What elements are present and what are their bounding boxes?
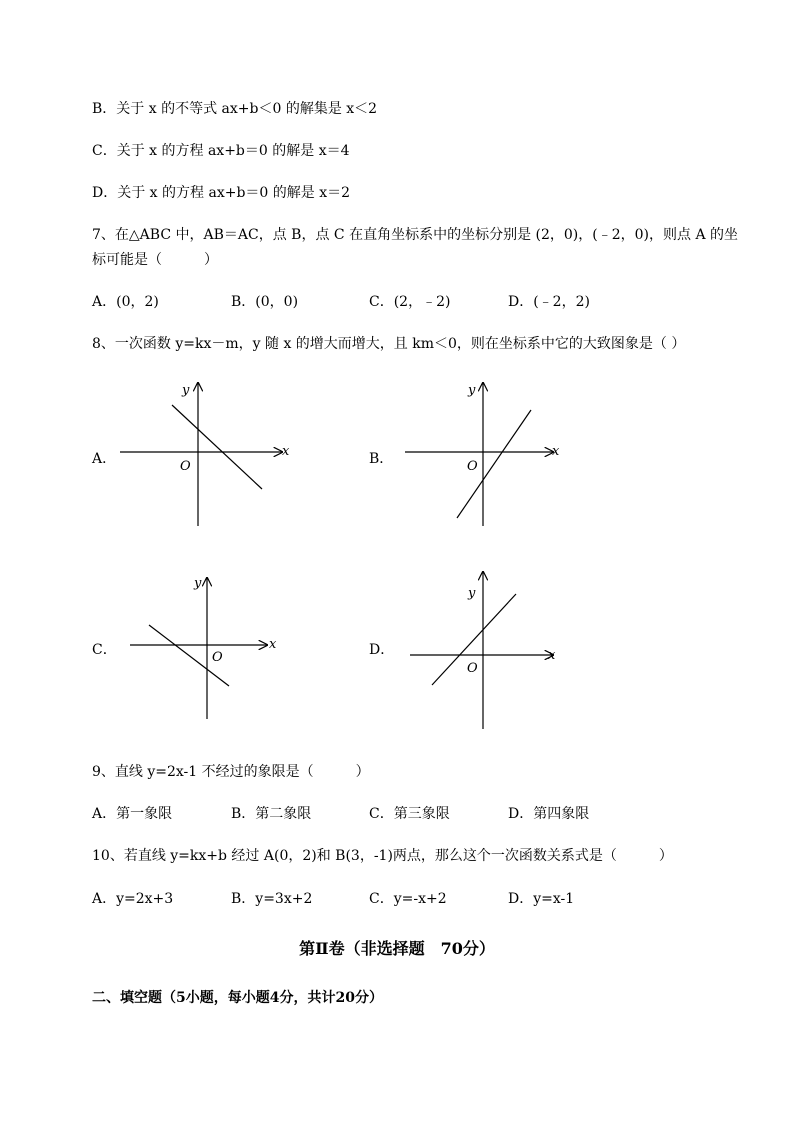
q9-option-c: C．第三象限 bbox=[369, 806, 450, 822]
q6-option-d: D．关于 x 的方程 ax+b＝0 的解是 x＝2 bbox=[92, 185, 351, 201]
q10-option-d: D．y=x-1 bbox=[508, 891, 575, 907]
q7-options bbox=[92, 292, 732, 312]
x-axis-label: x bbox=[282, 444, 290, 459]
q7-stem-line2: 标可能是（ ） bbox=[92, 252, 218, 268]
y-axis-label: y bbox=[182, 383, 190, 398]
q9-stem: 9、直线 y=2x-1 不经过的象限是（ ） bbox=[92, 764, 370, 780]
q8-graph-d-label: D． bbox=[369, 642, 395, 658]
q7-option-a: A．(0，2) bbox=[92, 294, 159, 310]
q10-option-c: C．y=-x+2 bbox=[369, 891, 447, 907]
origin-label: O bbox=[467, 661, 478, 676]
q10-stem: 10、若直线 y=kx+b 经过 A(0，2)和 B(3，-1)两点，那么这个一次函数关系式是（ ） bbox=[92, 848, 673, 864]
y-axis-label: y bbox=[468, 586, 476, 601]
q8-stem: 8、一次函数 y=kx－m，y 随 x 的增大而增大，且 km＜0，则在坐标系中它的大致图象是（ ） bbox=[92, 336, 686, 352]
q8-graph-b bbox=[395, 378, 585, 528]
q7-option-c: C．(2，﹣2) bbox=[369, 294, 451, 310]
q9-option-a: A．第一象限 bbox=[92, 806, 173, 822]
y-axis-label: y bbox=[468, 383, 476, 398]
x-axis-label: x bbox=[548, 648, 556, 663]
q8-graph-d bbox=[400, 567, 580, 732]
q8-graph-c-label: C． bbox=[92, 642, 117, 658]
q6-option-b: B．关于 x 的不等式 ax+b＜0 的解集是 x＜2 bbox=[92, 101, 378, 117]
q8-graph-a-label: A． bbox=[92, 451, 117, 467]
x-axis-label: x bbox=[269, 637, 277, 652]
q9-options bbox=[92, 804, 732, 824]
x-axis-label: x bbox=[552, 444, 560, 459]
y-axis-label: y bbox=[194, 576, 202, 591]
q7-option-b: B．(0，0) bbox=[231, 294, 299, 310]
origin-label: O bbox=[212, 650, 223, 665]
fill-in-section-heading: 二、填空题（5小题，每小题4分，共计20分） bbox=[92, 990, 383, 1006]
q8-graph-c bbox=[115, 573, 295, 723]
part2-title: 第Ⅱ卷（非选择题 70分） bbox=[299, 939, 495, 958]
q10-option-b: B．y=3x+2 bbox=[231, 891, 313, 907]
origin-label: O bbox=[467, 459, 478, 474]
q6-option-c: C．关于 x 的方程 ax+b＝0 的解是 x＝4 bbox=[92, 143, 350, 159]
q7-option-d: D．(﹣2，2) bbox=[508, 294, 590, 310]
q9-option-b: B．第二象限 bbox=[231, 806, 312, 822]
q8-graph-b-label: B． bbox=[369, 451, 394, 467]
q10-option-a: A．y=2x+3 bbox=[92, 891, 174, 907]
q7-stem-line1: 7、在△ABC 中，AB＝AC，点 B，点 C 在直角坐标系中的坐标分别是 (2，0)，(﹣2，0)，则点 A 的坐 bbox=[92, 227, 739, 243]
origin-label: O bbox=[180, 459, 191, 474]
q8-graph-a bbox=[110, 378, 300, 528]
function-line bbox=[172, 405, 262, 489]
q9-option-d: D．第四象限 bbox=[508, 806, 590, 822]
q10-options bbox=[92, 889, 732, 909]
